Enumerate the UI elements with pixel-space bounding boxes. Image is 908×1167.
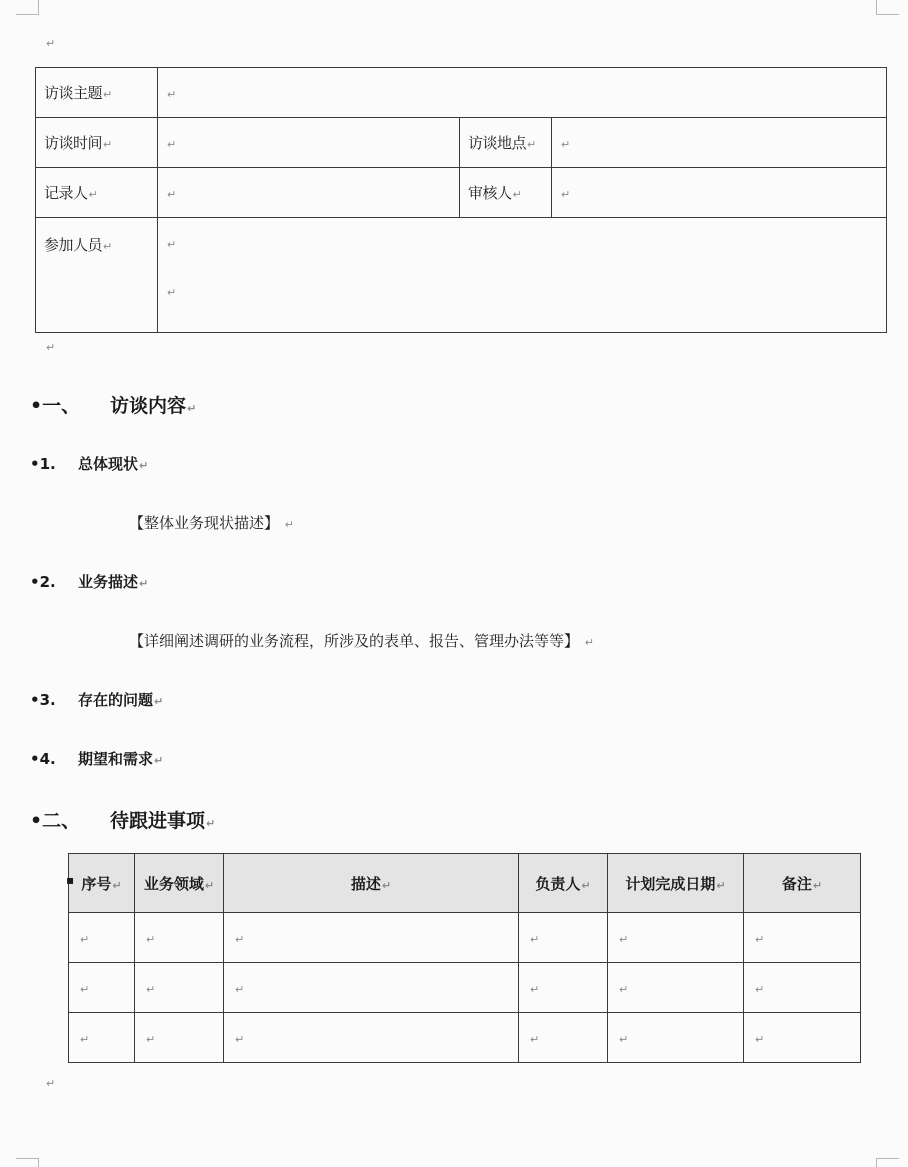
column-header-domain: 业务领域↵	[135, 854, 224, 913]
table-cell[interactable]: ↵	[519, 963, 608, 1013]
table-cell[interactable]: ↵	[135, 963, 224, 1013]
participants-field[interactable]: ↵ ↵	[158, 218, 887, 333]
column-header-due-date: 计划完成日期↵	[608, 854, 744, 913]
table-cell[interactable]: ↵	[224, 1013, 519, 1063]
table-cell[interactable]: ↵	[608, 1013, 744, 1063]
topic-field[interactable]: ↵	[158, 68, 887, 118]
column-header-notes: 备注↵	[744, 854, 861, 913]
recorder-label: 记录人↵	[36, 168, 158, 218]
follow-up-table	[68, 853, 861, 1063]
reviewer-label: 审核人↵	[460, 168, 552, 218]
participants-label: 参加人员↵	[36, 218, 158, 333]
table-cell[interactable]: ↵	[519, 913, 608, 963]
table-cell[interactable]: ↵	[608, 963, 744, 1013]
subheading-overall-status: •1. 总体现状↵	[30, 455, 149, 473]
table-cell[interactable]: ↵	[744, 913, 861, 963]
page-corner-mark	[876, 0, 899, 15]
section-heading-2: •二、 待跟进事项↵	[30, 810, 216, 832]
subheading-expectations: •4. 期望和需求↵	[30, 750, 164, 768]
paragraph-mark: ↵	[46, 37, 56, 50]
reviewer-field[interactable]: ↵	[552, 168, 887, 218]
table-cell[interactable]: ↵	[519, 1013, 608, 1063]
column-header-owner: 负责人↵	[519, 854, 608, 913]
paragraph-mark: ↵	[46, 1077, 56, 1090]
topic-label: 访谈主题↵	[36, 68, 158, 118]
subheading-business-description: •2. 业务描述↵	[30, 573, 149, 591]
time-field[interactable]: ↵	[158, 118, 460, 168]
table-cell[interactable]: ↵	[69, 963, 135, 1013]
table-cell[interactable]: ↵	[744, 1013, 861, 1063]
table-cell[interactable]: ↵	[69, 913, 135, 963]
paragraph-mark: ↵	[46, 341, 56, 354]
table-cell[interactable]: ↵	[744, 963, 861, 1013]
table-cell[interactable]: ↵	[224, 963, 519, 1013]
interview-info-table	[35, 67, 887, 333]
section-heading-1: •一、 访谈内容↵	[30, 395, 197, 417]
subheading-issues: •3. 存在的问题↵	[30, 691, 164, 709]
business-description-placeholder[interactable]: 【详细阐述调研的业务流程，所涉及的表单、报告、管理办法等等】 ↵	[129, 632, 595, 650]
table-cell[interactable]: ↵	[135, 1013, 224, 1063]
table-row	[69, 963, 861, 1013]
table-cell[interactable]: ↵	[135, 913, 224, 963]
column-header-description: 描述↵	[224, 854, 519, 913]
table-row	[69, 913, 861, 963]
overall-status-placeholder[interactable]: 【整体业务现状描述】 ↵	[129, 514, 295, 532]
page-corner-mark	[16, 0, 39, 15]
table-cell[interactable]: ↵	[608, 913, 744, 963]
table-row	[69, 1013, 861, 1063]
table-cell[interactable]: ↵	[224, 913, 519, 963]
table-cell[interactable]: ↵	[69, 1013, 135, 1063]
column-header-index: ▪ 序号↵	[69, 854, 135, 913]
location-field[interactable]: ↵	[552, 118, 887, 168]
location-label: 访谈地点↵	[460, 118, 552, 168]
time-label: 访谈时间↵	[36, 118, 158, 168]
recorder-field[interactable]: ↵	[158, 168, 460, 218]
